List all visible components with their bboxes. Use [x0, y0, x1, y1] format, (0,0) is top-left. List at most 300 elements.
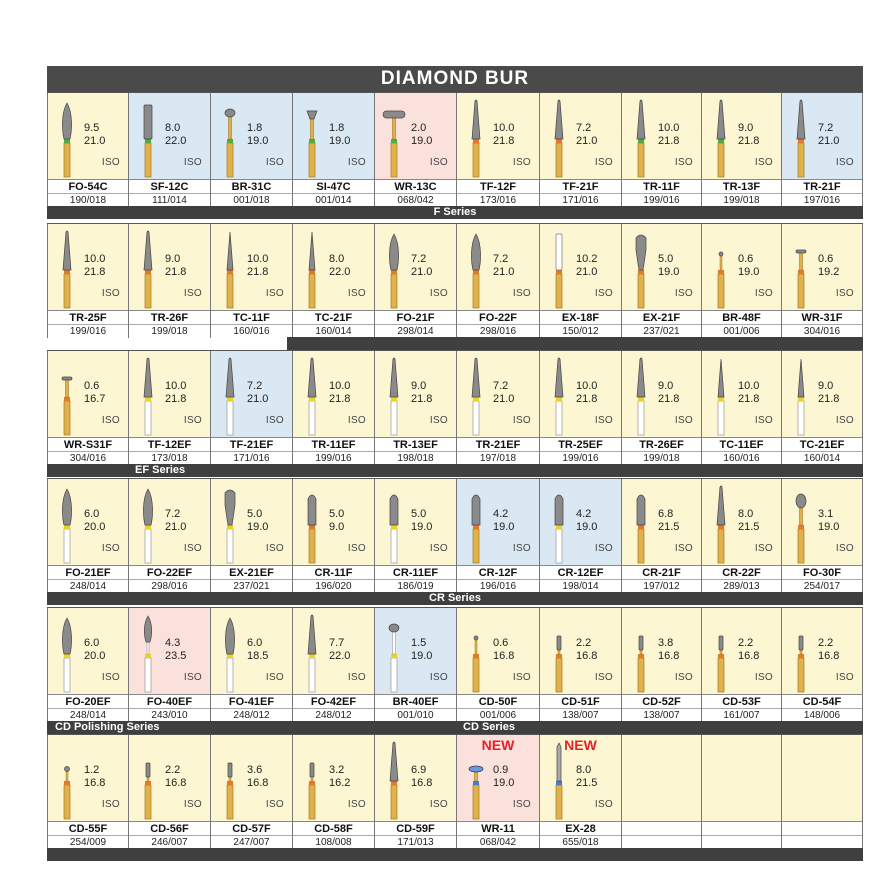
series-band — [287, 337, 863, 350]
bur-drawing — [548, 357, 570, 435]
bur-dimensions — [818, 508, 839, 534]
bur-image-area — [782, 93, 862, 179]
iso-number: 298/016 — [129, 579, 210, 593]
head-length: 3.6 — [247, 764, 263, 776]
total-length: 21.8 — [658, 135, 680, 147]
bur-head — [557, 636, 561, 650]
bur-cell — [47, 351, 129, 465]
head-length: 9.0 — [411, 380, 427, 392]
bur-dimensions — [658, 253, 679, 279]
head-length: 0.9 — [493, 764, 509, 776]
bur-head — [62, 103, 71, 139]
iso-label: ISO — [183, 288, 202, 299]
bur-code — [782, 821, 862, 836]
head-length: 6.0 — [84, 637, 100, 649]
head-length: 2.0 — [411, 122, 427, 134]
bur-drawing — [630, 230, 652, 308]
head-length: 2.2 — [738, 637, 754, 649]
bur-code: FO-21EF — [48, 565, 128, 580]
bur-dimensions — [658, 508, 679, 534]
bur-head — [796, 250, 806, 253]
bur-image-area — [782, 224, 862, 310]
iso-number — [702, 835, 781, 849]
iso-number: 171/016 — [211, 451, 292, 465]
bur-cell — [540, 608, 622, 722]
total-length: 18.5 — [247, 650, 269, 662]
head-length: 8.0 — [329, 253, 345, 265]
iso-label: ISO — [183, 157, 202, 168]
head-length: 7.2 — [493, 253, 509, 265]
bur-dimensions — [576, 380, 597, 406]
bur-dimensions — [411, 253, 432, 279]
bur-dimensions — [738, 253, 759, 279]
bur-image-area — [48, 93, 128, 179]
iso-number: 298/016 — [457, 324, 539, 338]
bur-cell — [782, 608, 863, 722]
bur-head — [62, 489, 71, 525]
total-length: 19.0 — [329, 135, 351, 147]
bur-head — [798, 359, 804, 397]
bur-image-area — [540, 479, 621, 565]
bur-image-area — [48, 224, 128, 310]
total-length: 21.8 — [658, 393, 680, 405]
iso-number: 237/021 — [622, 324, 701, 338]
bur-cell — [702, 608, 782, 722]
bur-code: SI-47C — [293, 179, 374, 194]
bur-cell — [540, 735, 622, 849]
bur-head — [472, 495, 480, 525]
iso-label: ISO — [101, 415, 120, 426]
bur-cell — [540, 479, 622, 593]
head-length: 9.5 — [84, 122, 100, 134]
head-length: 0.6 — [84, 380, 100, 392]
bur-cell — [293, 93, 375, 207]
bur-image-area — [540, 93, 621, 179]
head-length: 5.0 — [247, 508, 263, 520]
bur-cell — [457, 608, 540, 722]
bur-cell — [211, 479, 293, 593]
head-length: 2.2 — [818, 637, 834, 649]
bur-cell — [782, 735, 863, 849]
bur-dimensions — [165, 253, 186, 279]
bur-code: TF-21EF — [211, 437, 292, 452]
bur-drawing — [219, 99, 241, 177]
bur-dimensions — [738, 380, 759, 406]
total-length: 19.0 — [411, 650, 433, 662]
iso-label: ISO — [674, 157, 693, 168]
iso-label: ISO — [594, 672, 613, 683]
total-length: 21.0 — [84, 135, 106, 147]
iso-number: 173/018 — [129, 451, 210, 465]
iso-number: 148/006 — [782, 708, 862, 722]
bur-dimensions — [247, 764, 268, 790]
iso-label: ISO — [265, 157, 284, 168]
bur-drawing — [630, 99, 652, 177]
bur-cell — [622, 608, 702, 722]
iso-label: ISO — [594, 415, 613, 426]
head-length: 4.2 — [493, 508, 509, 520]
bur-head — [228, 763, 232, 777]
iso-label: ISO — [347, 543, 366, 554]
iso-label: ISO — [512, 543, 531, 554]
total-length: 19.0 — [576, 521, 598, 533]
catalog-row — [47, 92, 863, 207]
head-length: 10.0 — [329, 380, 351, 392]
bur-drawing — [465, 99, 487, 177]
head-length: 10.0 — [247, 253, 269, 265]
iso-number — [622, 835, 701, 849]
iso-label: ISO — [674, 415, 693, 426]
total-length: 16.7 — [84, 393, 106, 405]
total-length: 16.8 — [738, 650, 760, 662]
iso-number: 199/016 — [48, 324, 128, 338]
bur-code: WR-S31F — [48, 437, 128, 452]
bur-drawing — [301, 230, 323, 308]
bur-dimensions — [165, 637, 186, 663]
bur-drawing — [630, 485, 652, 563]
iso-number: 068/042 — [457, 835, 539, 849]
bur-head — [717, 486, 725, 525]
bur-code: TF-21F — [540, 179, 621, 194]
head-length: 8.0 — [576, 764, 592, 776]
head-length: 10.0 — [738, 380, 760, 392]
bur-dimensions — [576, 253, 597, 279]
bur-cell — [47, 608, 129, 722]
head-length: 3.1 — [818, 508, 834, 520]
bur-drawing — [790, 357, 812, 435]
bur-drawing — [710, 485, 732, 563]
iso-number: 138/007 — [540, 708, 621, 722]
bur-cell — [211, 608, 293, 722]
bur-head — [62, 377, 72, 380]
bur-drawing — [548, 230, 570, 308]
bur-drawing — [383, 485, 405, 563]
bur-code: EX-28 — [540, 821, 621, 836]
bur-dimensions — [818, 122, 839, 148]
bur-drawing — [630, 614, 652, 692]
iso-label: ISO — [429, 543, 448, 554]
head-length: 4.2 — [576, 508, 592, 520]
bur-image-area — [540, 608, 621, 694]
bur-cell — [457, 735, 540, 849]
bur-code: CD-52F — [622, 694, 701, 709]
iso-number: 237/021 — [211, 579, 292, 593]
bur-dimensions — [165, 380, 186, 406]
bur-code: CD-53F — [702, 694, 781, 709]
bur-drawing — [137, 741, 159, 819]
iso-number: 196/020 — [293, 579, 374, 593]
bur-drawing — [56, 614, 78, 692]
bur-code: CR-21F — [622, 565, 701, 580]
head-length: 9.0 — [658, 380, 674, 392]
bur-cell — [375, 608, 457, 722]
bur-cell — [129, 351, 211, 465]
iso-number: 248/012 — [293, 708, 374, 722]
bur-code: CD-57F — [211, 821, 292, 836]
bur-image-area — [129, 608, 210, 694]
bur-head — [63, 231, 71, 270]
bur-drawing — [465, 357, 487, 435]
bur-drawing — [137, 485, 159, 563]
bur-code: TF-12F — [457, 179, 539, 194]
bur-cell — [622, 224, 702, 338]
bur-code: CR-12EF — [540, 565, 621, 580]
bottom-bar — [47, 848, 863, 861]
bur-image-area — [48, 608, 128, 694]
iso-number: 160/014 — [293, 324, 374, 338]
bur-image-area — [375, 351, 456, 437]
iso-number: 196/016 — [457, 579, 539, 593]
iso-number: 001/014 — [293, 193, 374, 207]
bur-cell — [622, 351, 702, 465]
bur-code: CR-22F — [702, 565, 781, 580]
bur-image-area — [129, 479, 210, 565]
iso-number: 289/013 — [702, 579, 781, 593]
bur-dimensions — [84, 253, 105, 279]
bur-image-area — [129, 351, 210, 437]
series-label: EF Series — [135, 464, 186, 476]
bur-cell — [293, 351, 375, 465]
bur-image-area — [293, 608, 374, 694]
iso-label: ISO — [183, 543, 202, 554]
head-length: 7.2 — [576, 122, 592, 134]
bur-cell — [540, 224, 622, 338]
total-length: 16.8 — [84, 777, 106, 789]
iso-label: ISO — [101, 157, 120, 168]
bur-code: CD-55F — [48, 821, 128, 836]
bur-cell — [782, 93, 863, 207]
bur-head — [308, 495, 316, 525]
bur-image-area — [211, 351, 292, 437]
bur-code: TC-11F — [211, 310, 292, 325]
bur-drawing — [219, 485, 241, 563]
total-length: 21.0 — [165, 521, 187, 533]
head-length: 8.0 — [165, 122, 181, 134]
iso-number: 304/016 — [48, 451, 128, 465]
bur-image-area — [457, 224, 539, 310]
bur-dimensions — [818, 253, 839, 279]
bur-image-area — [702, 608, 781, 694]
total-length: 21.0 — [247, 393, 269, 405]
bur-cell — [375, 93, 457, 207]
iso-number: 298/014 — [375, 324, 456, 338]
bur-head — [308, 615, 316, 654]
bur-code: CD-51F — [540, 694, 621, 709]
iso-number: 243/010 — [129, 708, 210, 722]
bur-code: FO-40EF — [129, 694, 210, 709]
total-length: 22.0 — [165, 135, 187, 147]
bur-dimensions — [493, 122, 514, 148]
head-length: 2.2 — [165, 764, 181, 776]
bur-dimensions — [329, 508, 344, 534]
iso-label: ISO — [429, 672, 448, 683]
iso-label: ISO — [835, 543, 854, 554]
bur-drawing — [465, 230, 487, 308]
head-length: 1.2 — [84, 764, 100, 776]
bur-code: TC-11EF — [702, 437, 781, 452]
bur-drawing — [301, 99, 323, 177]
bur-code: TR-25EF — [540, 437, 621, 452]
bur-drawing — [548, 614, 570, 692]
iso-number: 108/008 — [293, 835, 374, 849]
bur-code: TR-25F — [48, 310, 128, 325]
bur-code: TC-21EF — [782, 437, 862, 452]
bur-dimensions — [411, 380, 432, 406]
bur-image-area — [782, 351, 862, 437]
total-length: 21.8 — [738, 135, 760, 147]
bur-code: TR-26EF — [622, 437, 701, 452]
iso-number: 304/016 — [782, 324, 862, 338]
bur-head — [225, 109, 235, 117]
bur-cell — [129, 479, 211, 593]
bur-image-area — [375, 608, 456, 694]
head-length: 10.0 — [576, 380, 598, 392]
bur-code: TR-26F — [129, 310, 210, 325]
iso-label: ISO — [835, 672, 854, 683]
head-length: 3.2 — [329, 764, 345, 776]
total-length: 19.0 — [247, 521, 269, 533]
head-length: 7.7 — [329, 637, 345, 649]
head-length: 7.2 — [247, 380, 263, 392]
bur-code: CR-11F — [293, 565, 374, 580]
bur-code: CD-59F — [375, 821, 456, 836]
bur-code: FO-42EF — [293, 694, 374, 709]
head-length: 3.8 — [658, 637, 674, 649]
iso-number: 254/017 — [782, 579, 862, 593]
bur-drawing — [219, 741, 241, 819]
bur-dimensions — [493, 508, 514, 534]
bur-drawing — [790, 614, 812, 692]
bur-drawing — [56, 741, 78, 819]
bur-image-area — [48, 351, 128, 437]
bur-image-area — [293, 735, 374, 821]
total-length: 19.0 — [247, 135, 269, 147]
bur-code: FO-54C — [48, 179, 128, 194]
bur-image-area — [211, 224, 292, 310]
head-length: 1.8 — [329, 122, 345, 134]
bur-code: FO-20EF — [48, 694, 128, 709]
bur-image-area — [702, 735, 781, 821]
bur-image-area — [622, 351, 701, 437]
head-length: 10.0 — [493, 122, 515, 134]
bur-code: FO-21F — [375, 310, 456, 325]
bur-dimensions — [493, 380, 514, 406]
bur-drawing — [710, 230, 732, 308]
bur-dimensions — [247, 122, 268, 148]
bur-drawing — [465, 614, 487, 692]
bur-code: FO-22EF — [129, 565, 210, 580]
total-length: 19.0 — [493, 777, 515, 789]
iso-number: 160/014 — [782, 451, 862, 465]
bur-cell — [47, 479, 129, 593]
bur-drawing — [137, 614, 159, 692]
total-length: 21.8 — [165, 393, 187, 405]
bur-head — [717, 100, 725, 139]
iso-label: ISO — [512, 157, 531, 168]
total-length: 22.0 — [329, 266, 351, 278]
iso-label: ISO — [183, 799, 202, 810]
total-length: 19.0 — [411, 135, 433, 147]
bur-image-area — [129, 93, 210, 179]
total-length: 16.2 — [329, 777, 351, 789]
series-label: F Series — [433, 206, 477, 218]
total-length: 21.8 — [165, 266, 187, 278]
bur-cell — [457, 479, 540, 593]
bur-drawing — [137, 230, 159, 308]
bur-cell — [293, 224, 375, 338]
bur-head — [309, 232, 315, 270]
bur-cell — [211, 93, 293, 207]
bur-head — [555, 100, 563, 139]
bur-dimensions — [165, 508, 186, 534]
iso-number: 199/016 — [622, 193, 701, 207]
bur-head — [307, 111, 317, 119]
iso-label: ISO — [347, 672, 366, 683]
bur-cell — [129, 608, 211, 722]
head-length: 7.2 — [818, 122, 834, 134]
bur-head — [310, 763, 314, 777]
iso-number: 068/042 — [375, 193, 456, 207]
bur-drawing — [383, 741, 405, 819]
bur-code: BR-31C — [211, 179, 292, 194]
bur-image-area — [375, 93, 456, 179]
bur-image-area — [375, 735, 456, 821]
iso-number: 199/018 — [702, 193, 781, 207]
iso-number: 161/007 — [702, 708, 781, 722]
bur-cell — [375, 479, 457, 593]
bur-head — [146, 763, 150, 777]
bur-head — [799, 636, 803, 650]
total-length: 16.8 — [411, 777, 433, 789]
bur-code: TR-11EF — [293, 437, 374, 452]
total-length: 21.0 — [576, 266, 598, 278]
bur-image-area — [48, 735, 128, 821]
bur-head — [639, 636, 643, 650]
bur-cell — [293, 479, 375, 593]
bur-head — [796, 494, 806, 508]
bur-image-area — [622, 479, 701, 565]
iso-number: 138/007 — [622, 708, 701, 722]
iso-label: ISO — [347, 799, 366, 810]
bur-cell — [129, 93, 211, 207]
bur-image-area — [293, 93, 374, 179]
total-length: 21.8 — [329, 393, 351, 405]
total-length: 21.8 — [493, 135, 515, 147]
iso-label: ISO — [265, 543, 284, 554]
bur-code: TR-21EF — [457, 437, 539, 452]
bur-cell — [293, 608, 375, 722]
bur-dimensions — [493, 637, 514, 663]
bur-head — [225, 618, 234, 654]
bur-drawing — [548, 485, 570, 563]
iso-number: 173/016 — [457, 193, 539, 207]
head-length: 8.0 — [738, 508, 754, 520]
bur-cell — [457, 224, 540, 338]
bur-cell — [129, 735, 211, 849]
bur-cell — [211, 735, 293, 849]
bur-image-area — [702, 224, 781, 310]
iso-label: ISO — [265, 288, 284, 299]
head-length: 9.0 — [738, 122, 754, 134]
bur-image-area — [782, 735, 862, 821]
bur-head — [719, 636, 723, 650]
iso-number: 186/019 — [375, 579, 456, 593]
bur-drawing — [548, 741, 570, 819]
bur-code — [702, 821, 781, 836]
bur-code: WR-11 — [457, 821, 539, 836]
bur-image-area — [457, 608, 539, 694]
bur-code: CR-11EF — [375, 565, 456, 580]
